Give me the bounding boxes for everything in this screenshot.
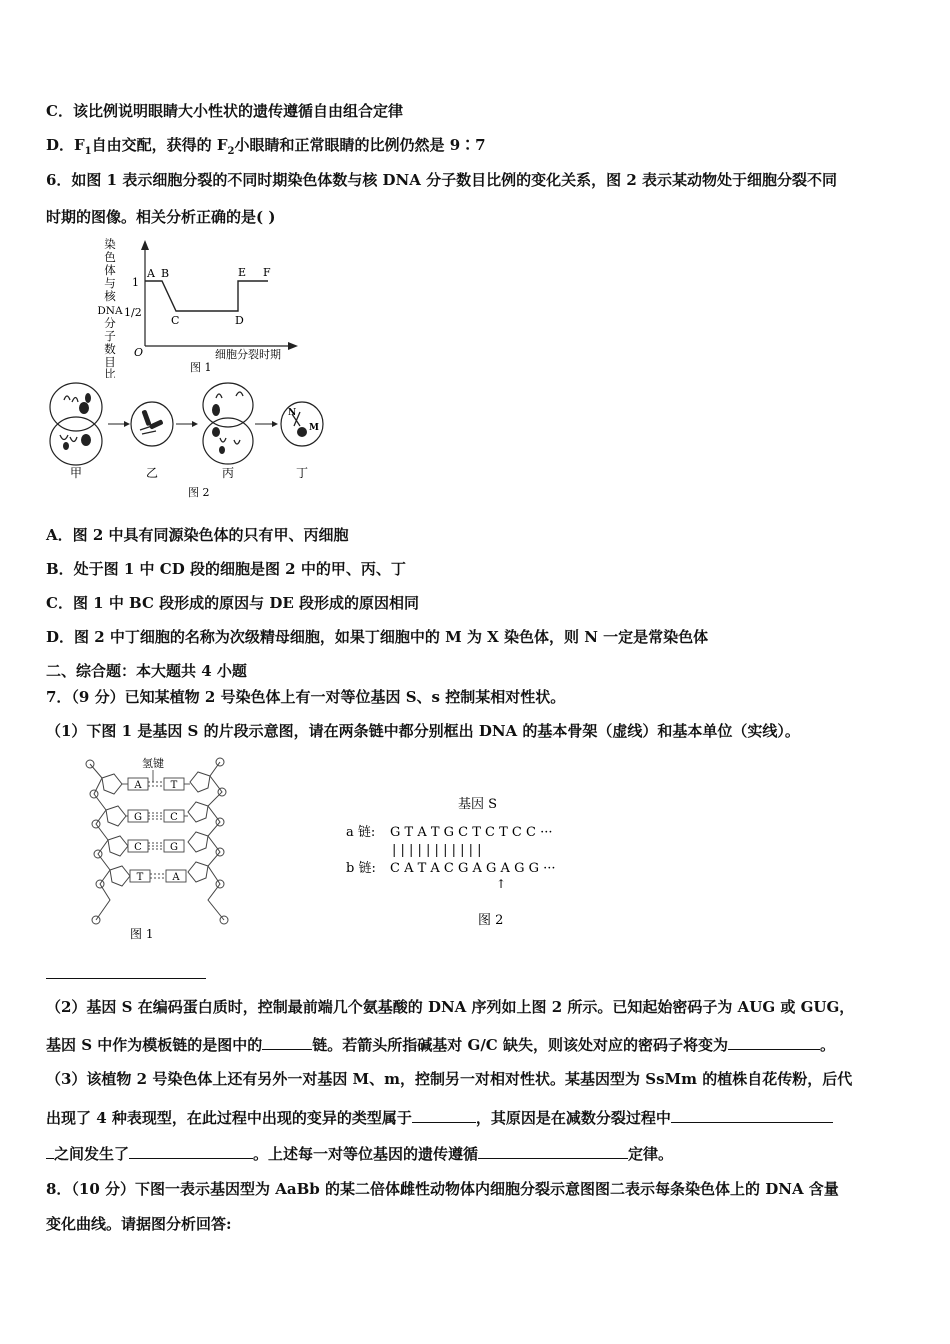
fig1-point-e: E <box>238 266 247 279</box>
base-c3: C <box>134 842 142 853</box>
q6-stem-line1: 6．如图 1 表示细胞分裂的不同时期染色体数与核 DNA 分子数目比例的变化关系，图 2 表示某动物处于细胞分裂不同 <box>46 171 838 189</box>
answer-blank[interactable] <box>671 1106 833 1123</box>
a-chain-label: a 链: <box>346 825 376 840</box>
fig1-tick-half: 1/2 <box>124 306 142 319</box>
base-a1: A <box>134 780 142 791</box>
base-g3: G <box>170 842 178 853</box>
q7-part3-line1: （3）该植物 2 号染色体上还有另外一对基因 M、m，控制另一对相对性状。某基因型为 SsMm 的植株自花传粉，后代 <box>46 1070 853 1088</box>
svg-text:DNA: DNA <box>97 305 123 317</box>
q7-part1: （1）下图 1 是基因 S 的片段示意图，请在两条链中都分别框出 DNA 的基本骨架（虚线）和基本单位（实线）。 <box>46 722 800 740</box>
svg-text:体: 体 <box>104 263 116 277</box>
cell-label-ding: 丁 <box>296 466 309 480</box>
fig1-y-axis-label <box>97 237 123 378</box>
q5-option-c: C．该比例说明眼睛大小性状的遗传遵循自由组合定律 <box>46 102 403 120</box>
answer-blank[interactable] <box>412 1106 476 1123</box>
answer-blank[interactable] <box>129 1142 253 1159</box>
cell-bing <box>203 383 253 464</box>
fig1-point-b: B <box>161 267 170 280</box>
fig1-point-c: C <box>171 314 180 327</box>
base-c2: C <box>170 812 178 823</box>
gene-s-title: 基因 S <box>458 797 498 812</box>
q8-stem-line2: 变化曲线。请据图分析回答: <box>46 1215 232 1233</box>
svg-text:色: 色 <box>104 250 116 264</box>
q6-option-c: C．图 1 中 BC 段形成的原因与 DE 段形成的原因相同 <box>46 594 420 612</box>
fig1-caption: 图 1 <box>190 361 212 374</box>
base-g2: G <box>134 812 142 823</box>
base-pair-bonds: | | | | | | | | | | | <box>392 843 482 858</box>
fig1-point-a: A <box>147 267 155 280</box>
base-t1: T <box>170 780 178 791</box>
svg-text:染: 染 <box>104 237 116 251</box>
q7-figure-1 <box>80 754 240 944</box>
section-heading: 二、综合题：本大题共 4 小题 <box>46 662 247 680</box>
fig1-ratio-curve <box>145 281 268 311</box>
fig1-point-f: F <box>263 266 271 279</box>
cell-jia <box>50 383 102 465</box>
base-t4: T <box>136 872 144 883</box>
fig1-y-arrow <box>141 240 149 250</box>
q7-fig1-caption: 图 1 <box>130 927 154 941</box>
left-backbone <box>90 764 110 920</box>
q7-part2-line1: （2）基因 S 在编码蛋白质时，控制最前端几个氨基酸的 DNA 序列如上图 2 所示。已知起始密码子为 AUG 或 GUG， <box>46 998 855 1016</box>
b-chain-label: b 链: <box>346 861 376 876</box>
cell-label-bing: 丙 <box>222 466 235 480</box>
fig1-x-arrow <box>288 342 298 350</box>
svg-text:子: 子 <box>104 329 116 343</box>
q7-stem: 7．（9 分）已知某植物 2 号染色体上有一对等位基因 S、s 控制某相对性状。 <box>46 688 566 706</box>
svg-text:分: 分 <box>104 316 116 330</box>
cell-ding <box>281 402 323 446</box>
q6-figure-2 <box>44 380 344 502</box>
svg-text:核: 核 <box>104 289 116 303</box>
chrom-label-n: N <box>288 408 297 418</box>
q7-fig2-caption: 图 2 <box>478 913 504 928</box>
a-chain-seq: G T A T G C T C T C C ··· <box>390 825 553 840</box>
q6-stem-line2: 时期的图像。相关分析正确的是( ) <box>46 208 276 226</box>
fig1-origin: O <box>134 346 144 359</box>
cell-label-yi: 乙 <box>146 466 159 480</box>
answer-blank[interactable] <box>46 1142 54 1159</box>
q6-figure-1 <box>90 236 330 378</box>
cell-label-jia: 甲 <box>70 466 83 480</box>
chrom-label-m: M <box>309 423 319 433</box>
svg-text:目: 目 <box>104 355 116 369</box>
fig1-point-d: D <box>235 314 244 327</box>
answer-blank[interactable] <box>478 1142 628 1159</box>
base-a4: A <box>172 872 180 883</box>
q7-figure-2 <box>340 790 600 930</box>
q5-option-d: D．$F_1$自由交配，获得的 $F_2$小眼睛和正常眼睛的比例仍然是 9∶7 <box>46 136 486 157</box>
q8-stem-line1: 8．（10 分）下图一表示基因型为 AaBb 的某二倍体雌性动物体内细胞分裂示意图图二表示每条染色体上的 DNA 含量 <box>46 1180 839 1198</box>
separator-rule <box>46 978 206 979</box>
answer-blank[interactable] <box>728 1033 820 1050</box>
svg-text:数: 数 <box>104 342 116 356</box>
cell-yi <box>131 402 173 446</box>
svg-text:与: 与 <box>104 276 116 290</box>
answer-blank[interactable] <box>262 1033 312 1050</box>
fig1-x-axis-label: 细胞分裂时期 <box>215 348 281 361</box>
mutation-arrow-icon: ↑ <box>496 877 507 891</box>
q6-option-d: D．图 2 中丁细胞的名称为次级精母细胞，如果丁细胞中的 M 为 X 染色体，则 N 一定是常染色体 <box>46 628 709 646</box>
q7-part2-line2: 基因 S 中作为模板链的是图中的 链。若箭头所指碱基对 G/C 缺失，则该处对应的密码子将变为 。 <box>46 1033 835 1056</box>
hbond-label: 氢键 <box>142 757 164 770</box>
arrow-icon <box>124 421 130 427</box>
arrow-icon <box>272 421 278 427</box>
q6-option-a: A．图 2 中具有同源染色体的只有甲、丙细胞 <box>46 526 349 544</box>
fig2-caption: 图 2 <box>188 486 210 499</box>
right-backbone <box>208 762 224 920</box>
q6-option-b: B．处于图 1 中 CD 段的细胞是图 2 中的甲、丙、丁 <box>46 560 406 578</box>
fig1-tick-1: 1 <box>132 276 139 289</box>
svg-text:比: 比 <box>104 367 116 378</box>
q7-part3-line2: 出现了 4 种表现型，在此过程中出现的变异的类型属于 ，其原因是在减数分裂过程中 <box>46 1106 833 1129</box>
arrow-icon <box>192 421 198 427</box>
q7-part3-line3: 之间发生了 。上述每一对等位基因的遗传遵循 定律。 <box>46 1142 673 1165</box>
b-chain-seq: C A T A C G A G A G G ··· <box>390 861 556 876</box>
